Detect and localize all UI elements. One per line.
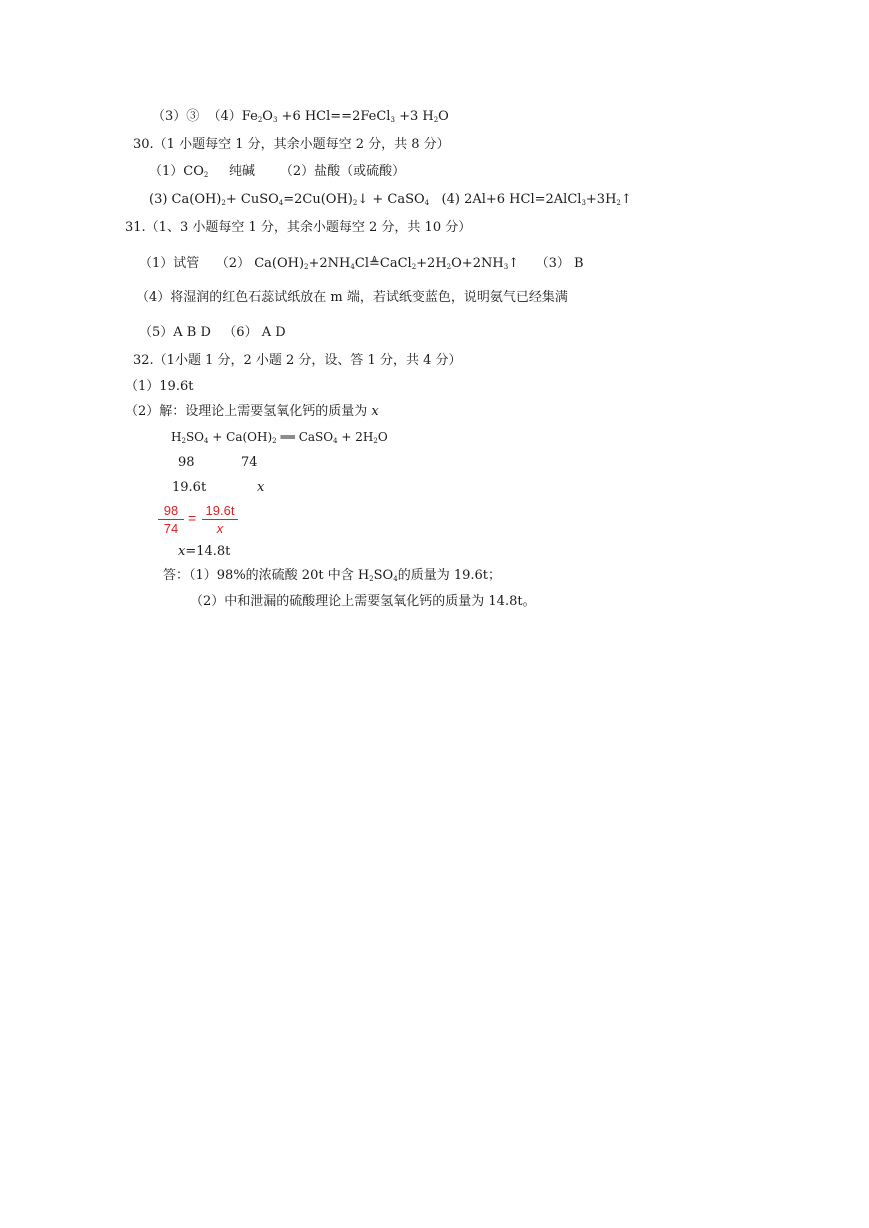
molar-mass-74: 74 — [241, 455, 258, 470]
answer-statement-2: （2）中和泄漏的硫酸理论上需要氢氧化钙的质量为 14.8t。 — [190, 594, 536, 609]
molar-mass-98: 98 — [178, 455, 195, 470]
answer-31-line-3: （5）A B D （6） A D — [139, 325, 286, 340]
answer-32-part-1: （1）19.6t — [125, 379, 194, 394]
proportion-fraction-right: $\frac{19.6t}{x}$ — [202, 503, 238, 536]
proportion-equals: = — [188, 510, 197, 526]
answer-30-line-1: $(1)CO_2$ 纯碱 （2）盐酸（或硫酸） — [149, 164, 406, 179]
answer-statement-1: 答：（1）98%的浓硫酸 20t 中含 $H_2SO_4$的质量为 19.6t； — [163, 568, 501, 583]
proportion-fraction-left: $\frac{98}{74}$ — [158, 503, 184, 536]
question-31-header: 31.（1、3 小题每空 1 分，其余小题每空 2 分，共 10 分） — [125, 220, 472, 235]
answer-31-line-2: （4）将湿润的红色石蕊试纸放在 m 端，若试纸变蓝色，说明氨气已经集满 — [136, 290, 568, 305]
answer-31-line-1: （1）试管 （2） $Ca(OH)_2+2NH_4Cl≜CaCl_2+2H_2O+2NH_3↑$ （3） B — [139, 256, 584, 271]
unknown-mass: x — [257, 480, 265, 495]
question-32-header: 32.（1小题 1 分，2 小题 2 分，设、答 1 分，共 4 分） — [133, 353, 462, 368]
known-mass: 19.6t — [172, 480, 207, 495]
question-30-header: 30.（1 小题每空 1 分，其余小题每空 2 分，共 8 分） — [133, 137, 450, 152]
answer-30-line-2: (3) $Ca(OH)_2+$ $CuSO_4=2Cu(OH)_2↓$ + CaSO$_4$ (4) 2Al+6 $HCl=2AlCl_3+3H_2↑$ — [149, 192, 632, 207]
chemical-equation: $H_2SO_4 + Ca(OH)_2$ ══ CaSO$_4$ + $2H_2O$ — [171, 430, 388, 445]
solution-result: x=14.8t — [178, 544, 231, 559]
answer-32-part-2-setup: （2）解：设理论上需要氢氧化钙的质量为 x — [125, 404, 379, 419]
answer-29-line: （3）③ $(4)Fe_2O_3 +6$ HCl==2FeCl$_3$ +3 $H_2O$ — [152, 109, 449, 124]
